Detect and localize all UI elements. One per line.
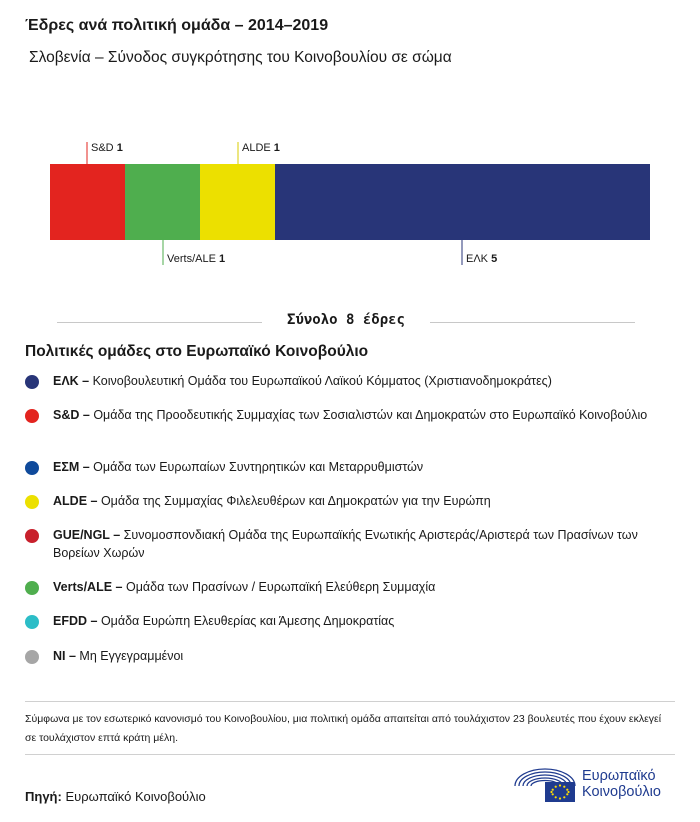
legend-abbr: S&D – — [53, 408, 90, 422]
legend-abbr: Verts/ALE – — [53, 580, 123, 594]
data-label-verts-ale: Verts/ALE 1 — [167, 253, 226, 265]
logo-line-1: Ευρωπαϊκό — [582, 768, 656, 784]
legend-dot-gue-ngl — [25, 529, 39, 543]
legend-dot-efdd — [25, 615, 39, 629]
source-label: Πηγή: — [25, 789, 62, 804]
bar-segment-ελκ — [275, 164, 650, 240]
legend-abbr: GUE/NGL – — [53, 528, 121, 542]
total-divider-right — [430, 322, 635, 323]
footnote: Σύμφωνα με τον εσωτερικό κανονισμό του Κοινοβουλίου, μια πολιτική ομάδα απαιτείται από τουλάχιστον 23 βουλευτές που έχουν εκλεγεί σε τουλάχιστον επτά κράτη μέλη. — [25, 713, 662, 744]
legend-abbr: NI – — [53, 649, 76, 663]
legend-dot-ecr — [25, 461, 39, 475]
legend-dot-verts-ale — [25, 581, 39, 595]
bar-segment-verts-ale — [125, 164, 200, 240]
legend-abbr: ΕΣΜ – — [53, 460, 90, 474]
note-divider-bottom — [25, 754, 675, 755]
legend-title: Πολιτικές ομάδες στο Ευρωπαϊκό Κοινοβούλιο — [25, 343, 369, 360]
legend-abbr: EFDD – — [53, 614, 98, 628]
note-divider-top — [25, 701, 675, 702]
legend-dot-epp — [25, 375, 39, 389]
bar-segment-alde — [200, 164, 275, 240]
legend-desc: Ομάδα των Πρασίνων / Ευρωπαϊκή Ελεύθερη Συμμαχία — [125, 580, 436, 594]
source-line — [25, 789, 206, 804]
stacked-bar-chart — [0, 120, 700, 280]
legend-desc: Ομάδα της Συμμαχίας Φιλελευθέρων και Δημοκρατών για την Ευρώπη — [100, 494, 491, 508]
legend-abbr: ΕΛΚ – — [53, 374, 90, 388]
logo-line-2: Κοινοβούλιο — [582, 784, 661, 800]
european-parliament-logo — [512, 764, 682, 804]
logo-wordmark — [582, 768, 661, 800]
data-label-alde: ALDE 1 — [242, 142, 280, 154]
total-seats-row — [57, 312, 635, 334]
data-label-ελκ: ΕΛΚ 5 — [466, 253, 498, 265]
legend-desc: Μη Εγγεγραμμένοι — [79, 649, 184, 663]
chart-subtitle: Σλοβενία – Σύνοδος συγκρότησης του Κοινοβουλίου σε σώμα — [29, 49, 452, 66]
legend-abbr: ALDE – — [53, 494, 98, 508]
data-label-s-d: S&D 1 — [91, 142, 123, 154]
bar-segment-s-d — [50, 164, 125, 240]
legend-desc: Κοινοβουλευτική Ομάδα του Ευρωπαϊκού Λαϊκού Κόμματος (Χριστιανοδημοκράτες) — [92, 374, 552, 388]
legend-desc: Ομάδα Ευρώπη Ελευθερίας και Άμεσης Δημοκρατίας — [100, 614, 395, 628]
legend-dot-sd — [25, 409, 39, 423]
legend-desc: Ομάδα της Προοδευτικής Συμμαχίας των Σοσιαλιστών και Δημοκρατών στο Ευρωπαϊκό Κοινοβούλιο — [93, 408, 648, 422]
chart-title: Έδρες ανά πολιτική ομάδα – 2014–2019 — [25, 17, 329, 34]
parliament-emblem-icon — [512, 764, 578, 804]
total-seats-label: Σύνολο 8 έδρες — [286, 312, 405, 328]
legend-desc: Ομάδα των Ευρωπαίων Συντηρητικών και Μεταρρυθμιστών — [93, 460, 424, 474]
legend-dot-alde — [25, 495, 39, 509]
legend-dot-ni — [25, 650, 39, 664]
source-value: Ευρωπαϊκό Κοινοβούλιο — [65, 789, 206, 804]
legend-desc: Συνομοσπονδιακή Ομάδα της Ευρωπαϊκής Ενωτικής Αριστεράς/Αριστερά των Πρασίνων των Βορείων Χωρών — [53, 528, 638, 560]
